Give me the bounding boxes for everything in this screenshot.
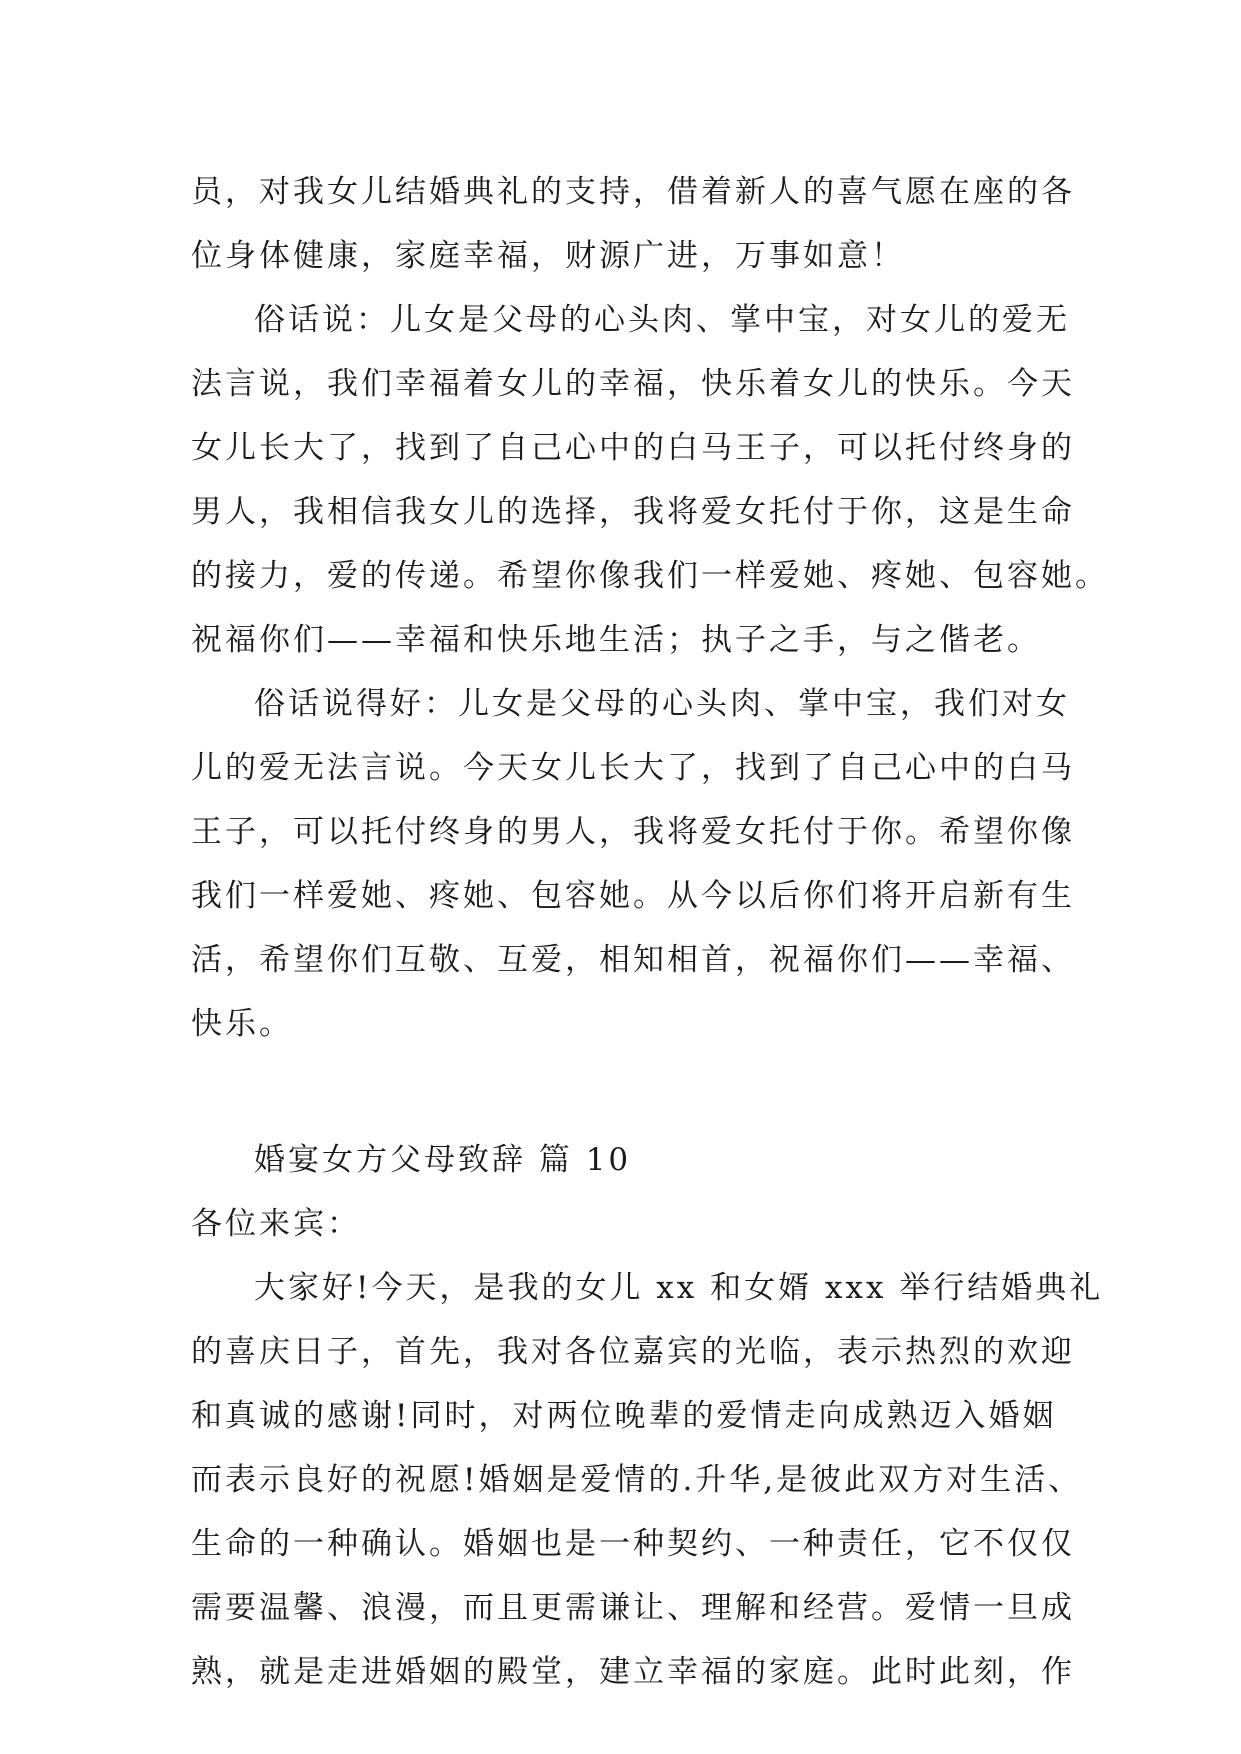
paragraph-line: 位身体健康，家庭幸福，财源广进，万事如意！ xyxy=(191,238,905,274)
paragraph-line: 员，对我女儿结婚典礼的支持，借着新人的喜气愿在座的各 xyxy=(191,174,1075,210)
paragraph-line: 男人，我相信我女儿的选择，我将爱女托付于你，这是生命 xyxy=(191,494,1075,530)
paragraph-line: 法言说，我们幸福着女儿的幸福，快乐着女儿的快乐。今天 xyxy=(191,366,1075,402)
paragraph-line: 而表示良好的祝愿!婚姻是爱情的.升华,是彼此双方对生活、 xyxy=(191,1462,1083,1498)
paragraph-line: 活，希望你们互敬、互爱，相知相首，祝福你们——幸福、 xyxy=(191,942,1075,978)
paragraph-line: 祝福你们——幸福和快乐地生活；执子之手，与之偕老。 xyxy=(191,622,1041,658)
paragraph-line: 俗话说：儿女是父母的心头肉、掌中宝，对女儿的爱无 xyxy=(254,302,1070,338)
section-gap xyxy=(191,1056,1071,1120)
salutation-line: 各位来宾： xyxy=(191,1206,361,1242)
section-heading: 婚宴女方父母致辞 篇 10 xyxy=(254,1142,632,1178)
paragraph-line: 儿的爱无法言说。今天女儿长大了，找到了自己心中的白马 xyxy=(191,750,1075,786)
paragraph-line: 和真诚的感谢!同时，对两位晚辈的爱情走向成熟迈入婚姻 xyxy=(191,1398,1057,1434)
paragraph-line: 熟，就是走进婚姻的殿堂，建立幸福的家庭。此时此刻，作 xyxy=(191,1654,1075,1690)
paragraph-line: 生命的一种确认。婚姻也是一种契约、一种责任，它不仅仅 xyxy=(191,1526,1075,1562)
paragraph-line: 我们一样爱她、疼她、包容她。从今以后你们将开启新有生 xyxy=(191,878,1075,914)
paragraph-line: 俗话说得好：儿女是父母的心头肉、掌中宝，我们对女 xyxy=(254,686,1070,722)
paragraph-line: 大家好!今天，是我的女儿 xx 和女婿 xxx 举行结婚典礼 xyxy=(254,1270,1104,1306)
paragraph-line: 快乐。 xyxy=(191,1006,293,1042)
paragraph-line: 的喜庆日子，首先，我对各位嘉宾的光临，表示热烈的欢迎 xyxy=(191,1334,1075,1370)
paragraph-line: 王子，可以托付终身的男人，我将爱女托付于你。希望你像 xyxy=(191,814,1075,850)
paragraph-line: 女儿长大了，找到了自己心中的白马王子，可以托付终身的 xyxy=(191,430,1075,466)
document-body xyxy=(191,160,1109,1704)
paragraph-line: 的接力，爱的传递。希望你像我们一样爱她、疼她、包容她。 xyxy=(191,558,1109,594)
paragraph-line: 需要温馨、浪漫，而且更需谦让、理解和经营。爱情一旦成 xyxy=(191,1590,1075,1626)
